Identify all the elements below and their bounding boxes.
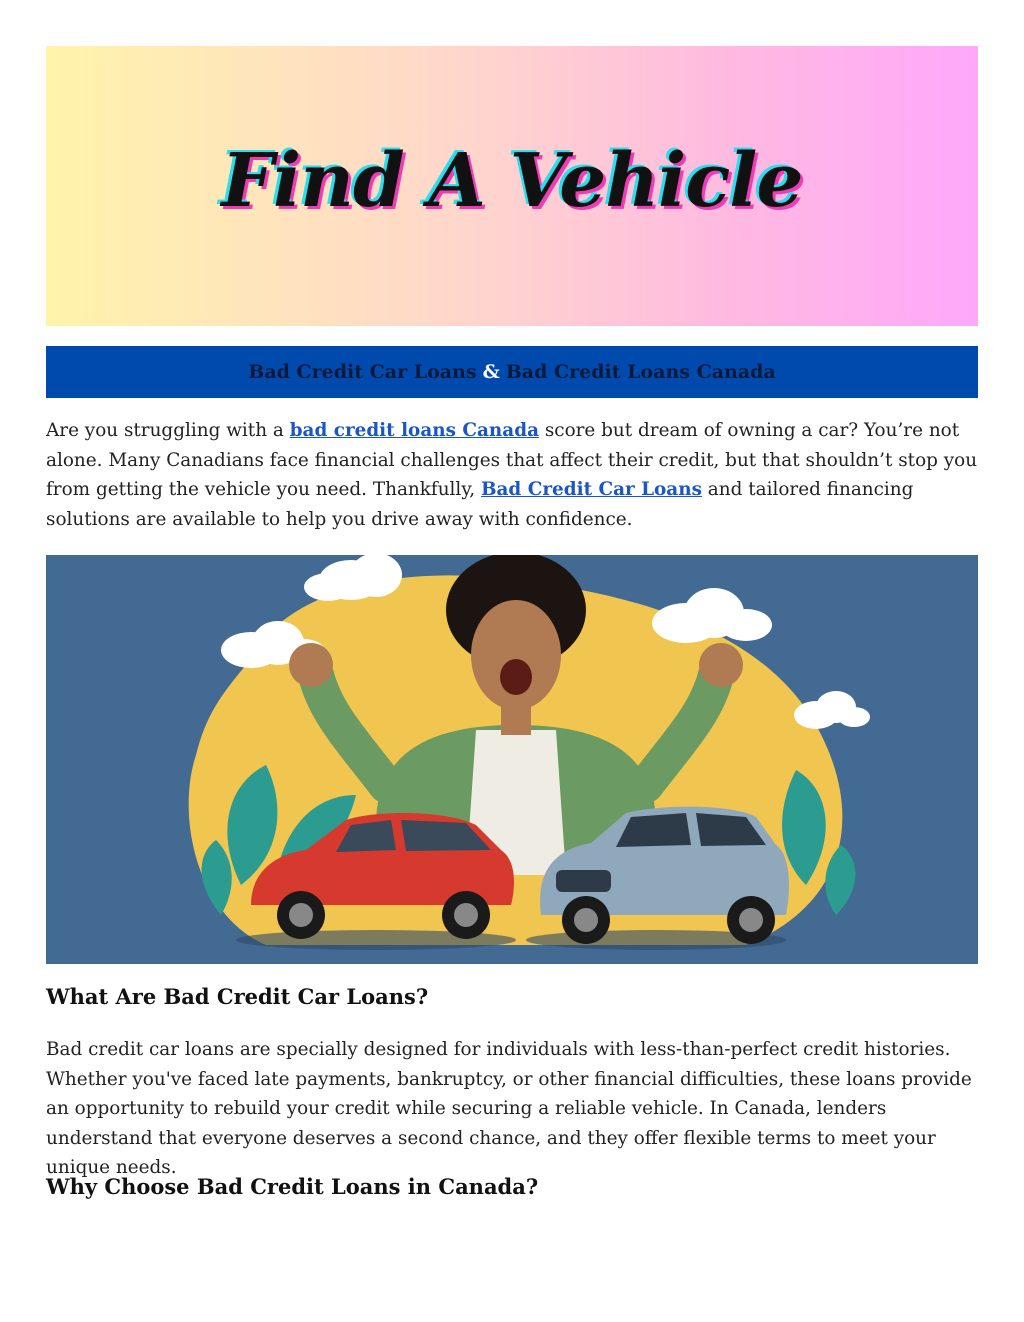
hero-title: Find A Vehicle — [221, 138, 803, 224]
intro-text-3: and tailored financing solutions are available to help you drive away with confidence. — [46, 479, 914, 530]
nav-link-bad-credit-car-loans[interactable]: Bad Credit Car Loans — [248, 361, 477, 383]
link-bad-credit-loans-canada[interactable]: bad credit loans Canada — [289, 420, 539, 441]
section-body-what-are: Bad credit car loans are specially designed for individuals with less-than-perfect credit histories. Whether you've faced late payments, bankruptcy, or other financial difficulties, these loans provide an opportunity to rebuild your credit while securing a reliable vehicle. In Canada, lenders understand that everyone deserves a second chance, and they offer flexible terms to meet your unique needs. — [46, 1039, 972, 1178]
excited-person-with-cars-illustration — [46, 555, 978, 964]
nav-bar — [46, 346, 978, 398]
intro-paragraph — [46, 416, 986, 534]
nav-link-bad-credit-loans-canada[interactable]: Bad Credit Loans Canada — [505, 361, 776, 383]
intro-text-2: score but dream of owning a car? You’re not alone. Many Canadians face financial challenges that affect their credit, but that shouldn’t stop you from getting the vehicle you need. Thankfully, — [46, 420, 978, 500]
link-bad-credit-car-loans[interactable]: Bad Credit Car Loans — [480, 479, 702, 500]
section-heading-why-choose: Why Choose Bad Credit Loans in Canada? — [46, 1174, 539, 1199]
nav-separator: & — [482, 361, 500, 383]
section-heading-what-are: What Are Bad Credit Car Loans? — [46, 984, 429, 1009]
hero-banner — [46, 46, 978, 326]
hero-illustration — [46, 555, 978, 964]
intro-text-1: Are you struggling with a — [46, 420, 290, 441]
